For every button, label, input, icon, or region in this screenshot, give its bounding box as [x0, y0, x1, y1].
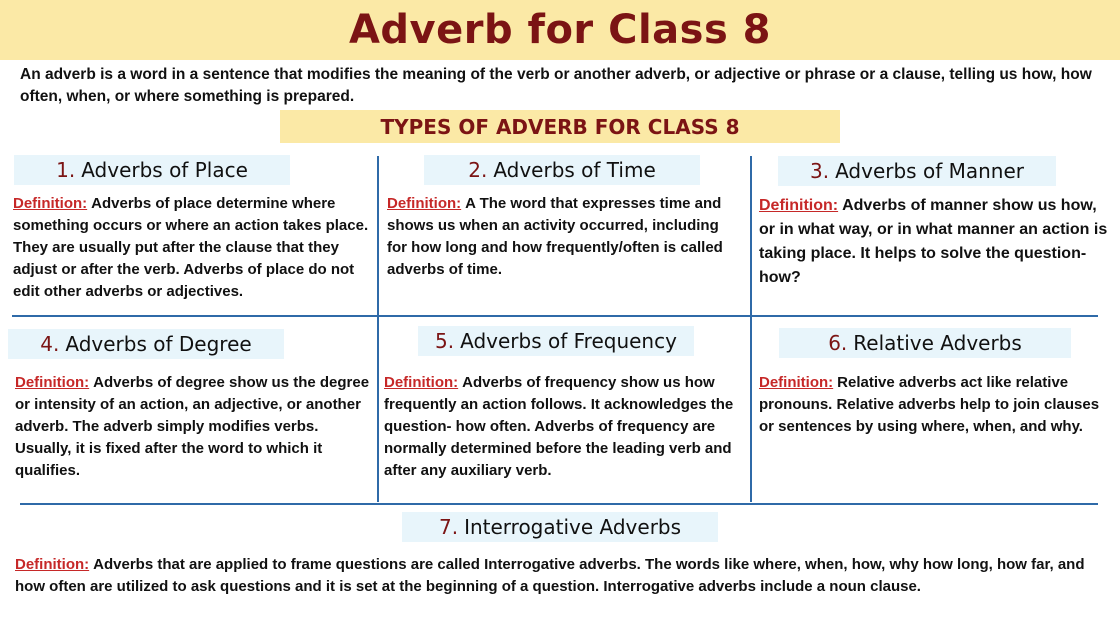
section-title: Adverbs of Place [81, 158, 248, 182]
definition-label: Definition: [15, 556, 90, 573]
section-title: Adverbs of Manner [835, 159, 1024, 183]
section-number: 4. [40, 332, 60, 356]
section-definition-degree [15, 372, 377, 482]
section-heading-frequency [418, 326, 694, 356]
definition-text: Adverbs of degree show us the degree or intensity of an action, an adjective, or another adverb. The adverb simply modifies verbs. Usually, it is fixed after the word to which it qualifies. [15, 374, 370, 479]
divider-horizontal-2 [20, 503, 1098, 505]
section-number: 6. [828, 331, 848, 355]
section-number: 3. [810, 159, 830, 183]
section-heading-manner [778, 156, 1056, 186]
page-title: Adverb for Class 8 [348, 7, 772, 53]
definition-label: Definition: [15, 374, 90, 391]
section-number: 7. [438, 515, 459, 539]
section-definition-time [387, 193, 737, 281]
definition-label: Definition: [759, 197, 839, 214]
section-heading-degree [8, 329, 284, 359]
section-number: 2. [468, 158, 488, 182]
section-heading-relative [779, 328, 1071, 358]
section-definition-interrogative [15, 554, 1105, 598]
section-heading-time [424, 155, 700, 185]
section-title: Interrogative Adverbs [464, 515, 682, 539]
definition-text: Adverbs of manner show us how, or in what way, or in what manner an action is taking place. It helps to solve the question- how? [759, 197, 1108, 286]
intro-text: An adverb is a word in a sentence that modifies the meaning of the verb or another adverb, or adjective or phrase or a clause, telling us how, how often, when, or where something is prepared. [20, 66, 1092, 105]
section-definition-place [13, 193, 379, 303]
types-heading: TYPES OF ADVERB FOR CLASS 8 [380, 114, 740, 139]
section-definition-relative [759, 372, 1115, 438]
definition-text: Adverbs of frequency show us how frequently an action follows. It acknowledges the question- how often. Adverbs of frequency are normally determined before the leading verb and after any auxiliary verb. [384, 374, 734, 479]
definition-label: Definition: [13, 195, 88, 212]
section-title: Relative Adverbs [853, 331, 1022, 355]
definition-label: Definition: [387, 195, 462, 212]
definition-text: A The word that expresses time and shows us when an activity occurred, including for how long and how frequently/often is called adverbs of time. [387, 195, 723, 278]
definition-text: Adverbs that are applied to frame questions are called Interrogative adverbs. The words like where, when, how, why how long, how far, and how often are utilized to ask questions and it is set at the beginning of a question. Interrogative adverbs include a noun clause. [15, 556, 1085, 595]
title-banner [0, 0, 1120, 60]
section-definition-frequency [384, 372, 754, 482]
definition-label: Definition: [759, 374, 834, 391]
definition-label: Definition: [384, 374, 459, 391]
section-title: Adverbs of Frequency [460, 329, 677, 353]
section-heading-interrogative [402, 512, 718, 542]
section-title: Adverbs of Time [493, 158, 656, 182]
definition-text: Relative adverbs act like relative pronouns. Relative adverbs help to join clauses or sentences by using where, when, and why. [759, 374, 1100, 435]
section-definition-manner [759, 194, 1117, 290]
definition-text: Adverbs of place determine where something occurs or where an action takes place. They are usually put after the clause that they adjust or after the verb. Adverbs of place do not edit other adverbs or adjectives. [13, 195, 369, 300]
section-number: 1. [56, 158, 76, 182]
section-heading-place [14, 155, 290, 185]
section-number: 5. [435, 329, 455, 353]
section-title: Adverbs of Degree [65, 332, 252, 356]
types-banner [280, 110, 840, 143]
divider-horizontal-1 [12, 315, 1098, 317]
